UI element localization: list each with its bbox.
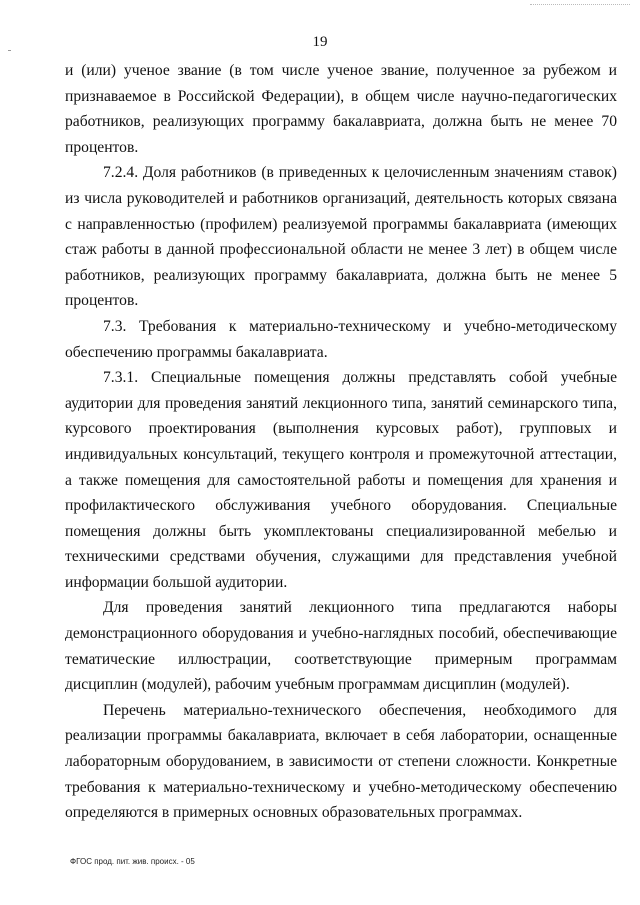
paragraph: и (или) ученое звание (в том числе ученое звание, полученное за рубежом и признаваемое в Российской Федерации), в общем числе научно-педагогических работников, реализующих программу бакалавриата, должна быть не менее 70 процентов. <box>65 62 617 156</box>
page-number: 19 <box>312 34 328 50</box>
paragraph: 7.2.4. Доля работников (в приведенных к целочисленным значениям ставок) из числа руководителей и работников организаций, деятельность которых связана с направленностью (профилем) реализуемой программы бакалавриата (имеющих стаж работы в данной профессиональной области не менее 3 лет) в общем числе работников, реализующих программу бакалавриата, должна быть не менее 5 процентов. <box>65 164 617 310</box>
paragraph: 7.3.1. Специальные помещения должны представлять собой учебные аудитории для проведения занятий лекционного типа, занятий семинарского типа, курсового проектирования (выполнения курсовых работ), групповых и индивидуальных консультаций, текущего контроля и промежуточной аттестации, а также помещения для самостоятельной работы и помещения для хранения и профилактического обслуживания учебного оборудования. Специальные помещения должны быть укомплектованы специализированной мебелью и техническими средствами обучения, служащими для представления учебной информации большой аудитории. <box>65 369 617 591</box>
paragraph: Для проведения занятий лекционного типа предлагаются наборы демонстрационного оборудования и учебно-наглядных пособий, обеспечивающие тематические иллюстрации, соответствующие примерным программам дисциплин (модулей), рабочим учебным программам дисциплин (модулей). <box>65 599 617 694</box>
paragraph: 7.3. Требования к материально-техническому и учебно-методическому обеспечению программы бакалавриата. <box>65 317 617 361</box>
footer-code: ФГОС прод. пит. жив. происх. - 05 <box>70 857 195 866</box>
scan-corner-mark <box>530 0 630 5</box>
document-body <box>65 58 617 826</box>
paragraph: Перечень материально-технического обеспечения, необходимого для реализации программы бакалавриата, включает в себя лаборатории, оснащенные лабораторным оборудованием, в зависимости от степени сложности. Конкретные требования к материально-техническому и учебно-методическому обеспечению определяются в примерных основных образовательных программах. <box>65 701 617 822</box>
